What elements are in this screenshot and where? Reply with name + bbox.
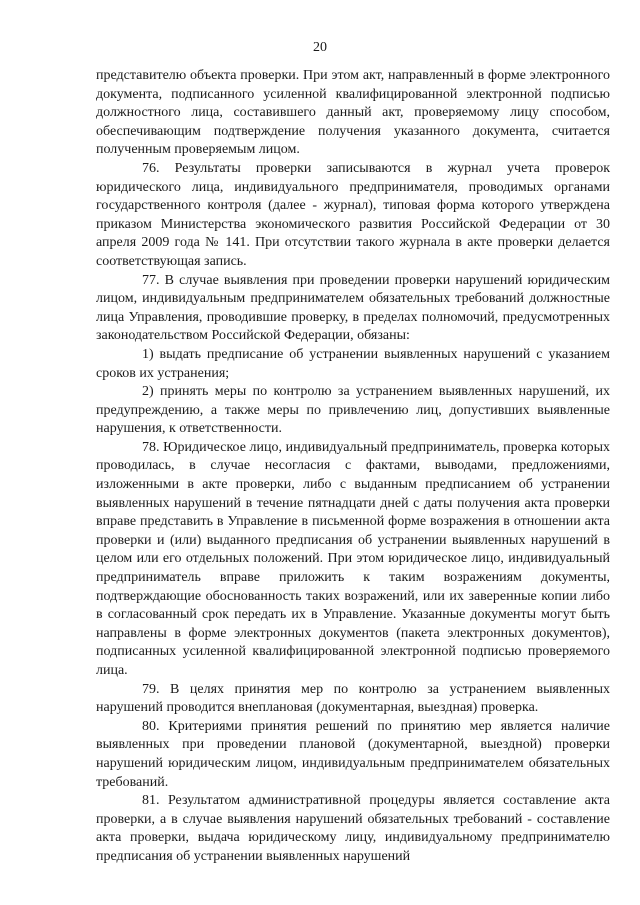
body-text	[96, 67, 610, 867]
paragraph-76: 76. Результаты проверки записываются в журнал учета проверок юридического лица, индивидуального предпринимателя, проводимых органами государственного контроля (далее - журнал), типовая форма которого утверждена приказом Министерства экономического развития Российской Федерации от 30 апреля 2009 года № 141. При отсутствии такого журнала в акте проверки делается соответствующая запись.	[96, 160, 610, 269]
paragraph-81: 81. Результатом административной процедуры является составление акта проверки, а в случае выявления нарушений обязательных требований - составление акта проверки, выдача юридическому лицу, индивидуальному предпринимателю предписания об устранении выявленных нарушений	[96, 793, 610, 864]
paragraph-continuation: представителю объекта проверки. При этом акт, направленный в форме электронного документа, подписанного усиленной квалифицированной электронной подписью должностного лица, составившего данный акт, проверяемому лицу способом, обеспечивающим подтверждение получения указанного документа, считается полученным проверяемым лицом.	[96, 68, 610, 158]
paragraph-77-item-2: 2) принять меры по контролю за устранением выявленных нарушений, их предупреждению, а также меры по привлечению лиц, допустивших выявленные нарушения, к ответственности.	[96, 384, 610, 437]
paragraph-77: 77. В случае выявления при проведении проверки нарушений юридическим лицом, индивидуальным предпринимателем обязательных требований должностные лица Управления, проводившие проверку, в пределах полномочий, предусмотренных законодательством Российской Федерации, обязаны:	[96, 272, 610, 344]
paragraph-78: 78. Юридическое лицо, индивидуальный предприниматель, проверка которых проводилась, в случае несогласия с фактами, выводами, предложениями, изложенными в акте проверки, либо с выданным предписанием об устранении выявленных нарушений в течение пятнадцати дней с даты получения акта проверки вправе представить в Управление в письменной форме возражения в отношении акта проверки и (или) выданного предписания об устранении выявленных нарушений в целом или его отдельных положений. При этом юридическое лицо, индивидуальный предприниматель вправе приложить к таким возражениям документы, подтверждающие обоснованность таких возражений, или их заверенные копии либо в согласованный срок передать их в Управление. Указанные документы могут быть направлены в форме электронных документов (пакета электронных документов), подписанных усиленной квалифицированной электронной подписью проверяемого лица.	[96, 439, 610, 678]
paragraph-79: 79. В целях принятия мер по контролю за устранением выявленных нарушений проводится внеплановая (документарная, выездная) проверка.	[96, 681, 610, 716]
paragraph-77-item-1: 1) выдать предписание об устранении выявленных нарушений с указанием сроков их устранения;	[96, 346, 610, 381]
paragraph-80: 80. Критериями принятия решений по принятию мер является наличие выявленных при проведении плановой (документарной, выездной) проверки нарушений юридическим лицом, индивидуальным предпринимателем обязательных требований.	[96, 718, 610, 790]
page-number: 20	[313, 40, 327, 55]
